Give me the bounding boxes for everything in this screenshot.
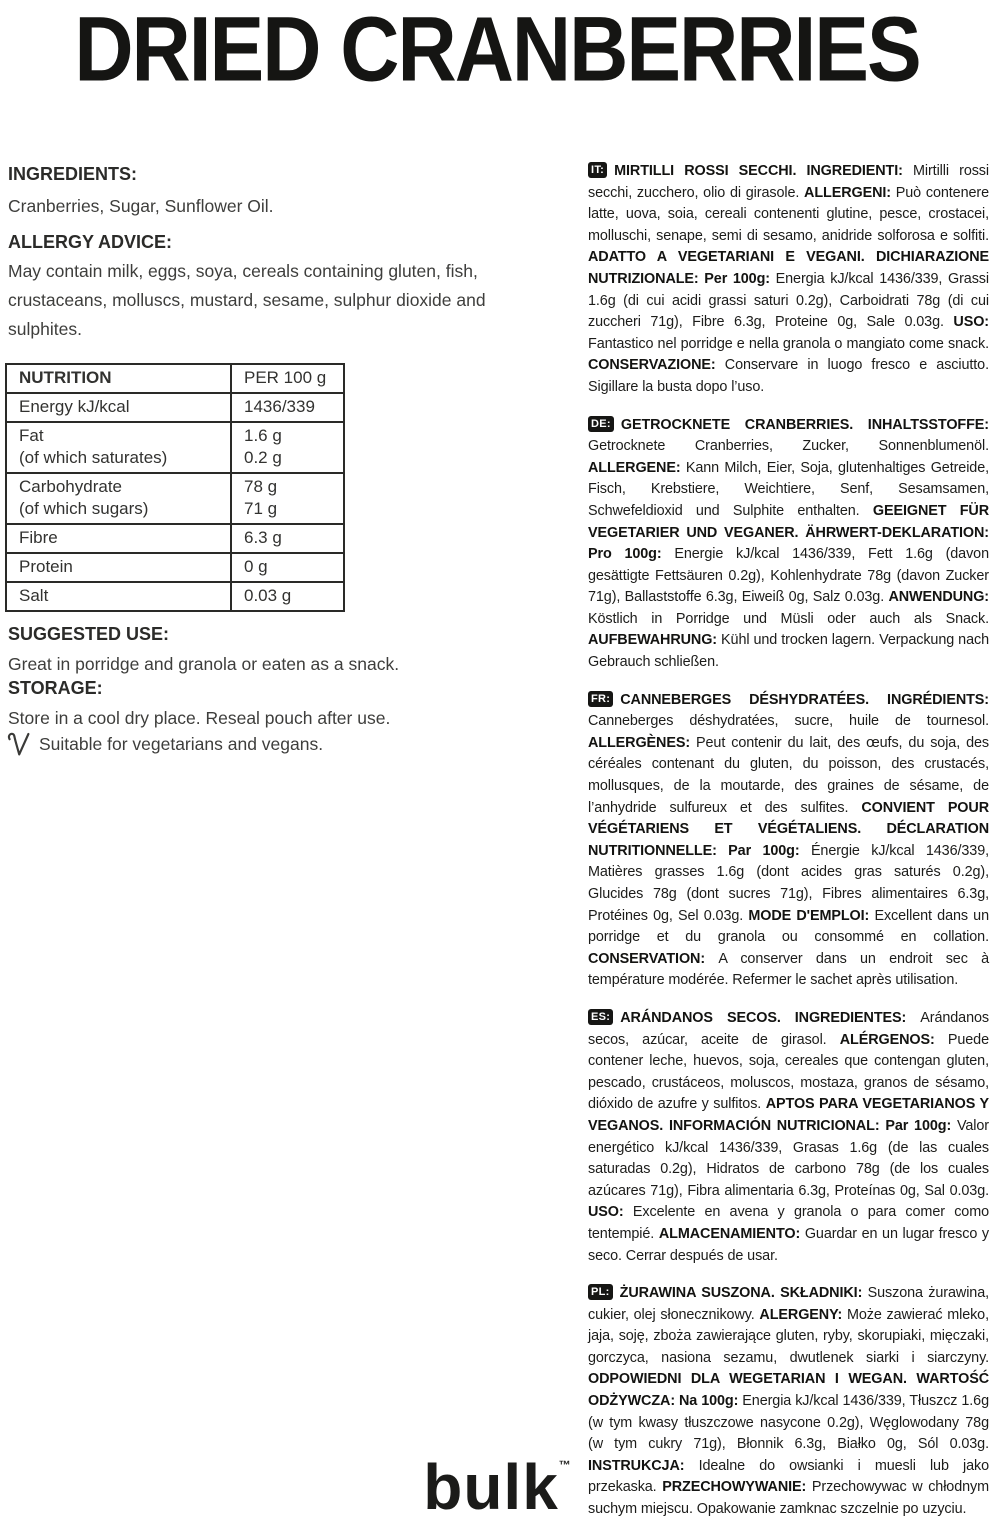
- lang-badge-it: IT:: [588, 162, 607, 178]
- text-segment: ŻURAWINA SUSZONA. SKŁADNIKI:: [619, 1285, 868, 1302]
- brand-logo: [0, 1430, 994, 1522]
- text-segment: CONVIENT POUR VÉGÉTARIENS ET VÉGÉTALIENS. DÉCLARATION NUTRITIONNELLE: Par 100g:: [588, 799, 989, 859]
- nutrient-label: Fat (of which saturates): [19, 426, 168, 467]
- lang-badge-de: DE:: [588, 416, 614, 432]
- text-segment: Valor energético kJ/kcal 1436/339, Grasas 1.6g (de las cuales saturadas 0.2g), Hidratos de carbono 78g (de los cuales azúcares 71g), Fibra alimentaria 6.3g, Proteínas 0g, Sal 0.03g.: [588, 1117, 989, 1199]
- nutrition-table-body: [7, 392, 343, 610]
- allergy-advice-heading: ALLERGY ADVICE:: [8, 232, 173, 252]
- text-segment: Arándanos secos, azúcar, aceite de girasol.: [588, 1009, 989, 1048]
- nutrition-row: [7, 392, 343, 421]
- text-segment: A conserver dans un endroit sec à température modérée. Refermer le sachet après utilisation.: [588, 950, 989, 989]
- text-segment: ODPOWIEDNI DLA WEGETARIAN I WEGAN. WARTOŚĆ ODŻYWCZA: Na 100g:: [588, 1371, 989, 1410]
- text-segment: Suszona żurawina, cukier, olej słonecznikowy.: [588, 1285, 989, 1323]
- ingredients-body: Cranberries, Sugar, Sunflower Oil.: [8, 196, 274, 216]
- lang-paragraph-es: [588, 1008, 989, 1267]
- nutrient-value: 1.6 g 0.2 g: [230, 423, 343, 472]
- storage-heading: STORAGE:: [8, 678, 103, 698]
- nutrient-value: 0 g: [230, 554, 343, 581]
- text-segment: GEEIGNET FÜR VEGETARIER UND VEGANER. ÄHRWERT-DEKLARATION: Pro 100g:: [588, 502, 989, 563]
- text-segment: ARÁNDANOS SECOS. INGREDIENTES:: [620, 1009, 921, 1026]
- lang-text-de: [588, 417, 989, 671]
- text-segment: Może zawierać mleko, jaja, soję, zboża zawierające gluten, ryby, skorupiaki, mięczaki, gorczyca, nasiona sezamu, dwutlenek siarki i siarczyny.: [588, 1306, 989, 1366]
- trademark-symbol: ™: [558, 1458, 571, 1472]
- vegetarian-note: [6, 731, 323, 757]
- lang-badge-fr: FR:: [588, 691, 613, 707]
- text-segment: ALLERGENI:: [804, 184, 896, 201]
- text-segment: Fantastico nel porridge e nella granola o mangiato come snack.: [588, 335, 989, 352]
- vegetarian-text: Suitable for vegetarians and vegans.: [39, 733, 324, 754]
- nutrition-row: [7, 552, 343, 581]
- text-segment: ALLERGENE:: [588, 459, 686, 476]
- text-segment: ALLERGÈNES:: [588, 734, 697, 751]
- text-segment: Kann Milch, Eier, Soja, glutenhaltiges Getreide, Fisch, Krebstiere, Weichtiere, Senf, Sesamsamen, Schwefeldioxid und Sulphite enthalten.: [588, 459, 990, 519]
- text-segment: PRZECHOWYWANIE:: [662, 1479, 812, 1496]
- text-segment: ANWENDUNG:: [888, 589, 989, 606]
- text-segment: Energia kJ/kcal 1436/339, Grassi 1.6g (di cui acidi grassi saturi 0.2g), Carboidrati 78g (di cui zuccheri 71g), Fibre 6.3g, Proteine 0g, Sale 0.03g.: [588, 270, 989, 331]
- text-segment: Idealne do owsianki i muesli lub jako przekaska.: [588, 1457, 989, 1496]
- text-segment: Excellent dans un porridge et du granola ou consommé en collation.: [588, 907, 989, 946]
- multilingual-column: [588, 161, 989, 1537]
- nutrition-row: [7, 472, 343, 523]
- nutrient-value: 0.03 g: [230, 583, 343, 610]
- text-segment: Può contenere latte, uova, soia, cereali contenenti glutine, pesce, crostacei, molluschi, senape, semi di sesamo, anidride solforosa e solfiti.: [588, 184, 989, 244]
- page-title: DRIED CRANBERRIES: [74, 0, 920, 101]
- nutrition-row: [7, 581, 343, 610]
- allergy-advice-body: May contain milk, eggs, soya, cereals containing gluten, fish, crustaceans, molluscs, mustard, sesame, sulphur dioxide and sulphites.: [8, 261, 486, 339]
- nutrition-row: [7, 421, 343, 472]
- text-segment: ADATTO A VEGETARIANI E VEGANI. DICHIARAZIONE NUTRIZIONALE: Per 100g:: [588, 249, 989, 287]
- text-segment: Puede contener leche, huevos, soja, cereales que contengan gluten, pescado, crustáceos, moluscos, mostaza, granos de sésamo, dióxido de azufre y sulfitos.: [588, 1031, 989, 1113]
- nutrient-label: Fibre: [19, 528, 58, 547]
- ingredients-heading: INGREDIENTS:: [8, 164, 138, 184]
- text-segment: Canneberges déshydratées, sucre, huile de tournesol.: [588, 713, 989, 730]
- lang-paragraph-fr: [588, 690, 989, 992]
- suggested-use-heading: SUGGESTED USE:: [8, 624, 170, 644]
- nutrition-row: [7, 523, 343, 552]
- text-segment: Conservare in luogo fresco e asciutto. Sigillare la busta dopo l’uso.: [588, 357, 989, 395]
- lang-paragraph-de: [588, 415, 989, 674]
- brand-logo-text: bulk: [423, 1451, 559, 1523]
- text-segment: Mirtilli rossi secchi, zucchero, olio di girasole.: [588, 163, 990, 201]
- nutrition-header-per100g: PER 100 g: [230, 365, 343, 392]
- lang-badge-es: ES:: [588, 1009, 613, 1025]
- text-segment: MODE D'EMPLOI:: [748, 907, 875, 924]
- text-segment: Kühl und trocken lagern. Verpackung nach Gebrauch schließen.: [588, 632, 989, 671]
- nutrient-label: Carbohydrate (of which sugars): [19, 477, 149, 518]
- text-segment: CONSERVATION:: [588, 950, 719, 967]
- text-segment: Köstlich in Porridge und Müsli oder auch als Snack.: [588, 610, 989, 627]
- text-segment: Peut contenir du lait, des œufs, du soja, des céréales contenant du gluten, du poisson, des crustacés, mollusques, de la moutarde, des graines de sésame, de l’anhydride sulfureux et des sulfites.: [588, 734, 989, 816]
- text-segment: Énergie kJ/kcal 1436/339, Matières grasses 1.6g (dont acides gras saturés 0.2g), Glucides 78g (dont sucres 71g), Fibres alimentaires 6.3g, Protéines 0g, Sel 0.03g.: [588, 842, 989, 924]
- lang-badge-pl: PL:: [588, 1284, 613, 1300]
- text-segment: CANNEBERGES DÉSHYDRATÉES. INGRÉDIENTS:: [620, 691, 989, 708]
- nutrition-table: [5, 363, 345, 612]
- text-segment: Excelente en avena y granola o para comer como tentempié.: [588, 1204, 989, 1242]
- text-segment: AUFBEWAHRUNG:: [588, 632, 722, 649]
- text-segment: GETROCKNETE CRANBERRIES. INHALTSSTOFFE:: [620, 416, 989, 433]
- nutrient-label: Protein: [19, 557, 73, 576]
- storage-body: Store in a cool dry place. Reseal pouch after use.: [8, 708, 391, 728]
- nutrient-label: Energy kJ/kcal: [19, 397, 130, 416]
- text-segment: ALMACENAMIENTO:: [658, 1225, 805, 1242]
- lang-paragraph-it: [588, 161, 989, 399]
- text-segment: USO:: [953, 314, 989, 331]
- text-segment: Guardar en un lugar fresco y seco. Cerrar después de usar.: [588, 1225, 989, 1264]
- text-segment: Getrocknete Cranberries, Zucker, Sonnenblumenöl.: [588, 438, 989, 455]
- nutrition-header-row: [7, 365, 343, 392]
- text-segment: ALERGENY:: [759, 1306, 847, 1323]
- text-segment: Energia kJ/kcal 1436/339, Tłuszcz 1.6g (w tym kwasy tłuszczowe nasycone 0.2g), Węglowodany 78g (w tym cukry 71g), Błonnik 6.3g, Białko 0g, Sól 0.03g.: [588, 1393, 989, 1453]
- text-segment: ALÉRGENOS:: [839, 1031, 948, 1048]
- vegetarian-v-icon: [6, 731, 30, 757]
- suggested-use-body: Great in porridge and granola or eaten as a snack.: [8, 654, 400, 674]
- nutrient-value: 78 g 71 g: [230, 474, 343, 523]
- text-segment: MIRTILLI ROSSI SECCHI. INGREDIENTI:: [614, 163, 913, 179]
- lang-text-es: [588, 1010, 989, 1264]
- text-segment: Energie kJ/kcal 1436/339, Fett 1.6g (davon gesättigte Fettsäuren 0.2g), Kohlenhydrate 78g (davon Zucker 71g), Ballaststoffe 6.3g, Eiweiß 0g, Salz 0.03g.: [588, 546, 989, 606]
- text-segment: INSTRUKCJA:: [588, 1457, 699, 1474]
- text-segment: Przechowywac w chłodnym suchym miejscu. Opakowanie zamknac szczelnie po uzyciu.: [588, 1479, 989, 1518]
- lang-text-fr: [588, 692, 989, 989]
- text-segment: USO:: [588, 1204, 633, 1221]
- text-segment: CONSERVAZIONE:: [588, 357, 725, 374]
- nutrient-value: 6.3 g: [230, 525, 343, 552]
- nutrition-header-label: NUTRITION: [19, 368, 112, 387]
- nutrient-value: 1436/339: [230, 394, 343, 421]
- nutrient-label: Salt: [19, 586, 49, 605]
- lang-text-it: [588, 163, 989, 395]
- text-segment: APTOS PARA VEGETARIANOS Y VEGANOS. INFORMACIÓN NUTRICIONAL: Par 100g:: [588, 1096, 989, 1134]
